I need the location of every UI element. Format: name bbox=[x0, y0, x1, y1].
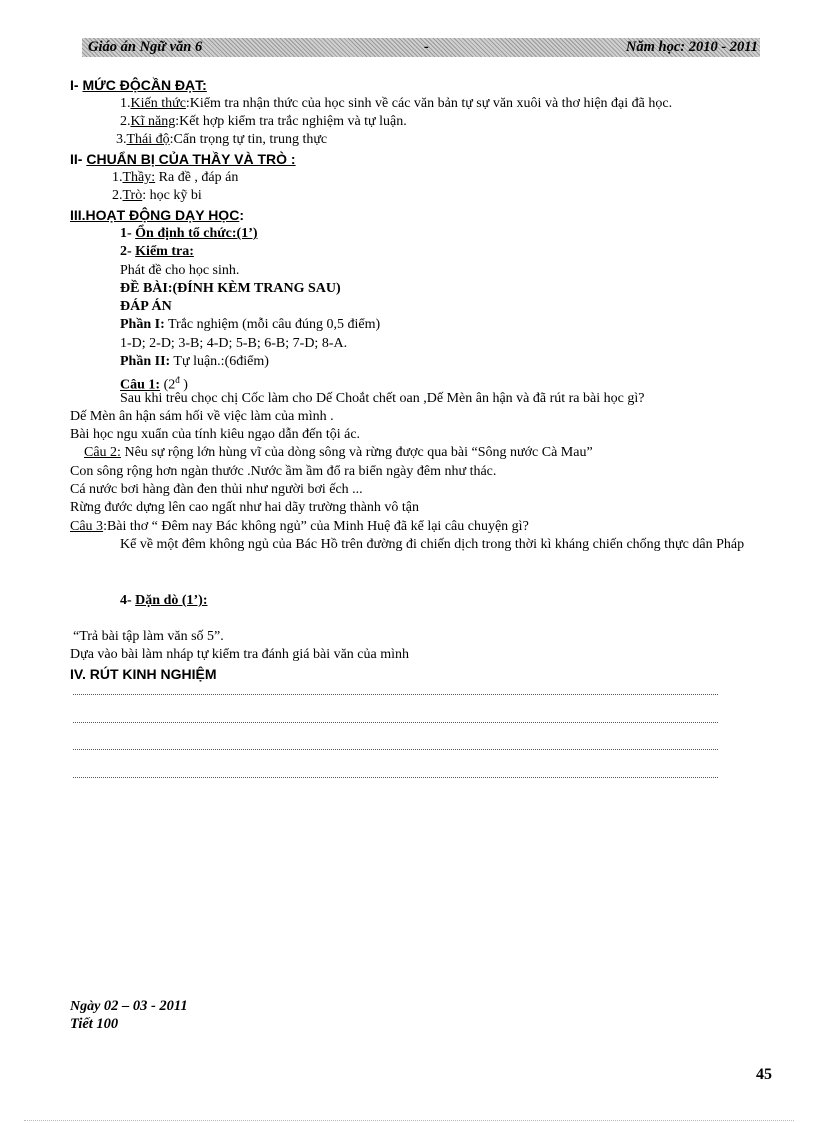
header-separator: - bbox=[424, 39, 429, 55]
section-1-title: MỨC ĐỘCẦN ĐẠT: bbox=[82, 77, 207, 93]
section-3-title: III.HOẠT ĐỘNG DẠY HỌC bbox=[70, 207, 240, 223]
cau-1-answer-2: Bài học ngu xuẩn của tính kiêu ngạo dẫn đến tội ác. bbox=[70, 427, 361, 442]
header-left: Giáo án Ngữ văn 6 bbox=[88, 39, 203, 55]
de-bai-heading: ĐỀ BÀI:(ĐÍNH KÈM TRANG SAU) bbox=[120, 281, 341, 296]
section-3-item-2-text: Phát đề cho học sinh. bbox=[120, 263, 240, 278]
cau-1-answer-1: Dế Mèn ân hận sám hối về việc làm của mình . bbox=[70, 409, 334, 424]
phan-2: Phần II: Tự luận.:(6điểm) bbox=[120, 354, 269, 369]
header-right: Năm học: 2010 - 2011 bbox=[625, 39, 758, 55]
phan-1: Phần I: Trắc nghiệm (mỗi câu đúng 0,5 điểm) bbox=[120, 317, 381, 332]
footer-divider bbox=[24, 1120, 794, 1121]
cau-2-answer-1: Con sông rộng hơn ngàn thước .Nước ầm ầm đổ ra biển ngày đêm như thác. bbox=[70, 464, 497, 479]
section-1-item-3: 3.Thái độ:Cẩn trọng tự tin, trung thực bbox=[116, 132, 328, 147]
section-2-item-1: 1.Thầy: Ra đề , đáp án bbox=[112, 170, 239, 185]
cau-2-answer-3: Rừng đước dựng lên cao ngất như hai dãy trường thành vô tận bbox=[70, 500, 420, 515]
section-4-heading: IV. RÚT KINH NGHIỆM bbox=[70, 666, 217, 682]
dap-an-heading: ĐÁP ÁN bbox=[120, 299, 172, 314]
section-3-heading: III.HOẠT ĐỘNG DẠY HỌC: bbox=[70, 207, 244, 223]
note-line bbox=[73, 716, 718, 723]
section-1-heading: I- MỨC ĐỘCẦN ĐẠT: bbox=[70, 77, 207, 93]
note-line bbox=[73, 771, 718, 778]
dan-do-line-2: Dựa vào bài làm nháp tự kiểm tra đánh giá bài văn của mình bbox=[70, 647, 410, 662]
lesson-number: Tiết 100 bbox=[70, 1016, 119, 1032]
cau-1-question: Sau khi trêu chọc chị Cốc làm cho Dế Choắt chết oan ,Dế Mèn ân hận và đã rút ra bài học gì? bbox=[120, 391, 645, 406]
note-line bbox=[73, 688, 718, 695]
section-2-heading: II- CHUẨN BỊ CỦA THẦY VÀ TRÒ : bbox=[70, 151, 296, 167]
section-2-item-2: 2.Trò: học kỹ bi bbox=[112, 188, 202, 203]
date-line: Ngày 02 – 03 - 2011 bbox=[70, 998, 188, 1014]
phan-1-answers: 1-D; 2-D; 3-B; 4-D; 5-B; 6-B; 7-D; 8-A. bbox=[120, 336, 348, 351]
cau-2-answer-2: Cá nước bơi hàng đàn đen thủi như người bơi ếch ... bbox=[70, 482, 363, 497]
section-1-item-2: 2.Kĩ năng:Kết hợp kiểm tra trắc nghiệm và tự luận. bbox=[120, 114, 407, 129]
cau-3-question: Câu 3:Bài thơ “ Đêm nay Bác không ngủ” của Minh Huệ đã kể lại câu chuyện gì? bbox=[70, 519, 529, 534]
cau-1-heading: Câu 1: ($2^đ$ ) bbox=[120, 375, 188, 393]
section-3-item-4: 4- Dặn dò (1’): bbox=[120, 593, 208, 608]
section-1-item-1: 1.Kiến thức:Kiểm tra nhận thức của học sinh về các văn bản tự sự văn xuôi và thơ hiện đại đã học. bbox=[120, 96, 673, 111]
cau-3-answer: Kể về một đêm không ngủ của Bác Hồ trên đường đi chiến dịch trong thời kì kháng chiến chống thực dân Pháp bbox=[120, 537, 745, 552]
note-line bbox=[73, 743, 718, 750]
page-header bbox=[82, 38, 760, 57]
section-3-item-1: 1- Ổn định tổ chức:(1’) bbox=[120, 226, 258, 241]
section-2-title: CHUẨN BỊ CỦA THẦY VÀ TRÒ : bbox=[86, 151, 296, 167]
dan-do-line-1: “Trả bài tập làm văn số 5”. bbox=[73, 629, 224, 644]
cau-2-question: Câu 2: Nêu sự rộng lớn hùng vĩ của dòng sông và rừng được qua bài “Sông nước Cà Mau” bbox=[84, 445, 593, 460]
page-number: 45 bbox=[756, 1066, 772, 1083]
section-3-item-2: 2- Kiểm tra: bbox=[120, 244, 194, 259]
